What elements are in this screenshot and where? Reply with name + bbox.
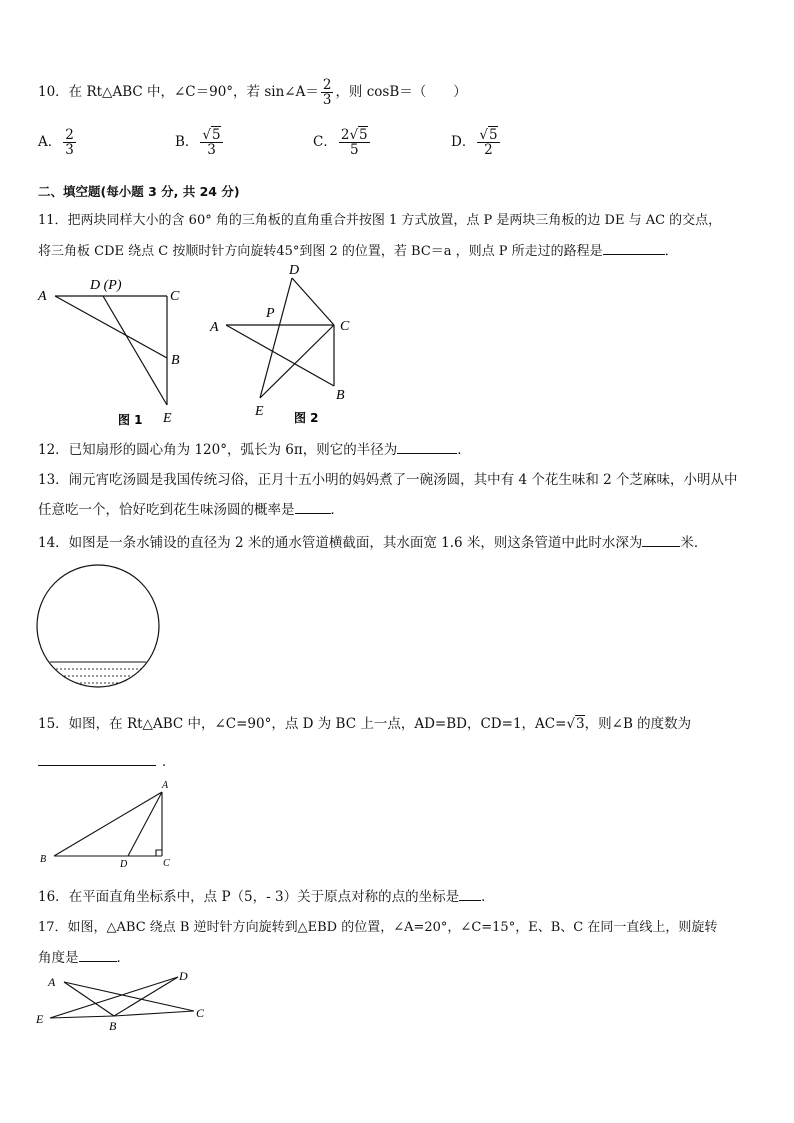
q13-answer-blank[interactable]: [295, 501, 331, 514]
q12-text: 12．已知扇形的圆心角为 120°，弧长为 6π，则它的半径为: [38, 442, 398, 458]
question-15: [38, 712, 691, 732]
fig1-label-dp: D (P): [90, 278, 122, 293]
q17-answer-blank[interactable]: [79, 949, 117, 962]
figure-1: [55, 296, 167, 405]
q11-line2: [38, 240, 678, 259]
question-16: [38, 885, 495, 905]
option-d-label: D．: [451, 134, 476, 151]
section-heading: 二、填空题(每小题 3 分, 共 24 分): [38, 184, 240, 199]
q17-line1: 17．如图，△ABC 绕点 B 逆时针方向旋转到△EBD 的位置，∠A=20°，∠C=15°，E、B、C 在同一直线上，则旋转: [38, 920, 718, 935]
q11-figures: [30, 262, 370, 432]
option-d-fraction: [477, 128, 499, 157]
fig1-caption: 图 1: [118, 413, 143, 427]
option-d-den: 2: [484, 142, 493, 159]
fig2-line-ab: [226, 325, 334, 386]
option-c-label: C．: [313, 134, 337, 151]
q10-fraction: [321, 78, 334, 107]
option-b-fraction: [200, 128, 222, 157]
q13-line2: [38, 498, 344, 518]
fig1-line-de: [103, 296, 167, 405]
q13-line1: 13．闹元宵吃汤圆是我国传统习俗，正月十五小明的妈妈煮了一碗汤圆，其中有 4 个花生味和 2 个芝麻味，小明从中: [38, 472, 738, 488]
q15-right-angle: [156, 850, 162, 856]
q10-frac-den: 3: [322, 92, 332, 109]
q15-sqrt: √3: [566, 716, 585, 732]
option-c-num: 2√5: [340, 127, 368, 143]
q10-suffix: ，则 cosB＝（ ）: [335, 84, 467, 101]
fig1-line-ab: [55, 296, 167, 358]
question-12: [38, 438, 471, 458]
fig1-label-e: E: [163, 411, 172, 426]
option-c: [313, 128, 372, 157]
q14-answer-blank[interactable]: [642, 534, 680, 547]
option-d: [451, 128, 502, 157]
q17-line-eb: [50, 1016, 114, 1018]
option-a-num: 2: [65, 127, 74, 143]
option-c-radicand: 5: [359, 127, 368, 143]
q15-label-b: B: [40, 854, 47, 865]
q15-radicand: 3: [576, 716, 585, 732]
q15-label-a: A: [162, 780, 169, 791]
q10-prefix: 10．在 Rt△ABC 中，∠C＝90°，若 sin∠A＝: [38, 84, 319, 101]
q17-line2-text: 角度是: [38, 950, 79, 966]
q11-line2-text: 将三角板 CDE 绕点 C 按顺时针方向旋转45°到图 2 的位置，若 BC＝a ，则点 P 所走过的路程是: [38, 244, 603, 259]
fig1-label-a: A: [38, 289, 47, 304]
q16-end: ．: [481, 889, 495, 905]
q12-answer-blank[interactable]: [397, 441, 457, 454]
question-10: [38, 78, 467, 107]
q15-line2: [38, 750, 176, 770]
q17-label-a: A: [48, 975, 56, 989]
fig2-label-a: A: [210, 320, 219, 335]
fig2-label-c: C: [340, 319, 350, 334]
q17-label-e: E: [36, 1012, 44, 1026]
q15-prefix: 15．如图，在 Rt△ABC 中，∠C=90°，点 D 为 BC 上一点，AD=BD，CD=1，AC=: [38, 716, 567, 732]
fig2-label-e: E: [255, 404, 264, 419]
q12-end: ．: [457, 442, 471, 458]
option-b: [175, 128, 225, 157]
q17-line2: [38, 946, 130, 966]
q17-line-bd: [114, 977, 178, 1016]
option-b-den: 3: [207, 142, 216, 159]
q17-end: ．: [116, 950, 130, 966]
q15-suffix: ，则∠B 的度数为: [584, 716, 692, 732]
q11-line2-end: ．: [664, 244, 678, 259]
q16-answer-blank[interactable]: [459, 888, 481, 901]
option-a-label: A．: [38, 134, 62, 151]
fig2-label-b: B: [336, 388, 345, 403]
fig2-label-d: D: [289, 263, 300, 278]
option-d-radicand: 5: [488, 127, 498, 143]
q14-text: 14．如图是一条水铺设的直径为 2 米的通水管道横截面，其水面宽 1.6 米，则这条管道中此时水深为: [38, 535, 643, 551]
q11-line1: 11．把两块同样大小的含 60° 角的三角板的直角重合并按图 1 方式放置，点 P 是两块三角板的边 DE 与 AC 的交点，: [38, 213, 722, 228]
option-a-den: 3: [65, 142, 74, 159]
option-b-radicand: 5: [212, 127, 221, 143]
q11-answer-blank[interactable]: [603, 242, 665, 255]
fig2-caption: 图 2: [294, 411, 319, 425]
q13-line2-text: 任意吃一个，恰好吃到花生味汤圆的概率是: [38, 502, 295, 518]
q15-line2-end: ．: [162, 754, 176, 770]
q17-line-bc: [114, 1011, 194, 1016]
q15-answer-blank[interactable]: [38, 753, 156, 766]
option-c-fraction: [339, 128, 370, 157]
q10-frac-num: 2: [322, 77, 332, 93]
q17-label-b: B: [109, 1019, 117, 1033]
option-c-coef: 2: [340, 127, 350, 143]
q15-figure: [36, 778, 186, 868]
fig2-line-ce: [260, 325, 334, 398]
option-a: [38, 128, 78, 157]
figure-2: [226, 278, 334, 398]
q17-figure: [34, 968, 214, 1034]
option-a-fraction: [63, 128, 76, 157]
q13-end: ．: [330, 502, 344, 518]
option-b-label: B．: [175, 134, 199, 151]
fig2-line-dc: [292, 278, 334, 325]
fig2-line-de: [260, 278, 292, 398]
fig1-label-b: B: [171, 353, 180, 368]
question-14: [38, 531, 707, 551]
q14-end: 米．: [680, 535, 708, 551]
q16-text: 16．在平面直角坐标系中，点 P（5，- 3）关于原点对称的点的坐标是: [38, 889, 460, 905]
pipe-figure: [36, 564, 166, 692]
q17-label-d: D: [179, 969, 188, 983]
option-c-den: 5: [349, 142, 359, 159]
q17-label-c: C: [196, 1006, 205, 1020]
option-b-num: √5: [202, 127, 221, 143]
q15-label-c: C: [163, 858, 170, 868]
fig2-label-p: P: [266, 306, 275, 321]
q15-label-d: D: [120, 859, 128, 868]
q15-line-ba: [54, 792, 162, 856]
option-d-num: √5: [479, 127, 498, 143]
fig1-label-c: C: [170, 289, 180, 304]
